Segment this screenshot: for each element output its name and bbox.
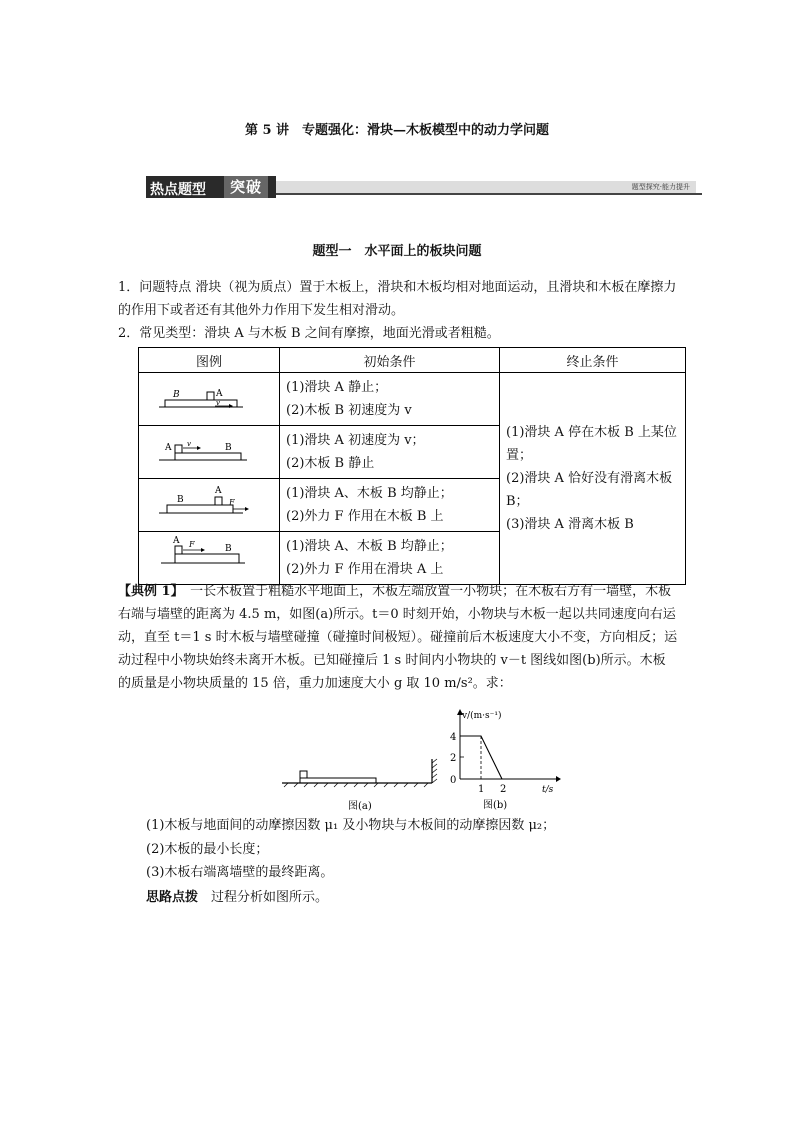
paragraph-1: 1．问题特点 滑块（视为质点）置于木板上，滑块和木板均相对地面运动，且滑块和木板在摩擦力的作用下或者还有其他外力作用下发生相对滑动。: [118, 280, 677, 318]
example-tag: 【典例 1】: [118, 584, 178, 599]
board-diagram-2: [139, 426, 279, 474]
cond-line: (2)木板 B 初速度为 v: [286, 403, 412, 418]
fig-label: B: [225, 544, 232, 554]
end-cell: [500, 373, 686, 585]
fig-label: A: [216, 389, 223, 399]
figure-b-caption: 图(b): [483, 800, 508, 811]
fig-label: B: [225, 443, 232, 453]
x-tick-label: 2: [500, 784, 507, 795]
table-header: 初始条件: [280, 348, 500, 373]
question-3: (3)木板右端离墙壁的最终距离。: [146, 865, 334, 880]
cond-line: (2)外力 F 作用在木板 B 上: [286, 509, 444, 524]
figure-cell: [139, 479, 280, 532]
x-tick-label: 1: [478, 784, 485, 795]
cond-cell: [280, 426, 500, 479]
end-line: (1)滑块 A 停在木板 B 上某位置；: [506, 425, 677, 463]
y-tick-label: 2: [450, 753, 457, 764]
figure-a-caption: 图(a): [348, 801, 372, 812]
cond-line: (1)滑块 A 静止；: [286, 380, 388, 395]
banner-note: 题型探究·能力提升: [631, 183, 690, 191]
hint: [146, 886, 328, 905]
types-table: [138, 347, 686, 585]
fig-label: A: [215, 486, 222, 496]
figure-a: [270, 755, 450, 815]
end-line: (2)滑块 A 恰好没有滑离木板 B；: [506, 471, 673, 509]
fig-label: v: [187, 440, 191, 448]
fig-label: A: [173, 536, 180, 546]
y-tick-label: 4: [450, 732, 457, 743]
cond-line: (1)滑块 A、木板 B 均静止；: [286, 539, 453, 554]
figure-cell: [139, 532, 280, 585]
example-1: [118, 580, 678, 695]
fig-label: A: [165, 443, 172, 453]
section-heading: 题型一 水平面上的板块问题: [312, 244, 482, 259]
hint-label: 思路点拨: [146, 890, 199, 905]
question-2: (2)木板的最小长度；: [146, 842, 269, 857]
end-line: (3)滑块 A 滑离木板 B: [506, 517, 634, 532]
figure-cell: [139, 426, 280, 479]
cond-line: (2)木板 B 静止: [286, 456, 375, 471]
board-diagram-1: [139, 373, 279, 421]
example-text: 一长木板置于粗糙水平地面上，木板左端放置一小物块；在木板右方有一墙壁，木板右端与墙壁的距离为 4.5 m，如图(a)所示。t＝0 时刻开始，小物块与木板一起以共同速度向右运动，直至 t＝1 s 时木板与墙壁碰撞（碰撞时间极短）。碰撞前后木板速度大小不变，方向相反；运动过程中小物块始终未离开木板。已知碰撞后 1 s 时间内小物块的 v－t 图线如图(b)所示。木板的质量是小物块质量的 15 倍，重力加速度大小 g 取 10 m/s²。求：: [118, 584, 678, 691]
table-header: 终止条件: [500, 348, 686, 373]
board-diagram-3: [139, 479, 279, 527]
fig-label: B: [177, 495, 184, 505]
question-1: (1)木板与地面间的动摩擦因数 μ₁ 及小物块与木板间的动摩擦因数 μ₂；: [146, 818, 556, 833]
cond-cell: [280, 373, 500, 426]
cond-line: (1)滑块 A、木板 B 均静止；: [286, 486, 453, 501]
cond-cell: [280, 479, 500, 532]
cond-line: (2)外力 F 作用在滑块 A 上: [286, 562, 444, 577]
figure-b-xlabel: t/s: [542, 785, 554, 795]
fig-label: v: [216, 399, 220, 407]
table-row: [139, 373, 686, 426]
page-title: 第 5 讲 专题强化：滑块—木板模型中的动力学问题: [244, 123, 550, 138]
figure-b: [440, 705, 570, 815]
banner-right-text: 突破: [224, 176, 268, 198]
paragraph-2: 2．常见类型：滑块 A 与木板 B 之间有摩擦，地面光滑或者粗糙。: [118, 326, 500, 341]
board-diagram-4: [139, 532, 279, 580]
banner-rule: [276, 193, 702, 195]
fig-label: F: [229, 498, 235, 507]
hint-text: 过程分析如图所示。: [198, 890, 329, 905]
table-header: 图例: [139, 348, 280, 373]
y-tick-label: 0: [450, 775, 457, 786]
banner-left-text: 热点题型: [150, 182, 206, 198]
table-header-row: [139, 348, 686, 373]
fig-label: F: [189, 540, 195, 549]
cond-cell: [280, 532, 500, 585]
figure-cell: [139, 373, 280, 426]
cond-line: (1)滑块 A 初速度为 v；: [286, 433, 425, 448]
section-banner: [146, 176, 702, 198]
fig-label: B: [173, 390, 180, 400]
figure-b-ylabel: v/(m·s⁻¹): [462, 711, 502, 721]
